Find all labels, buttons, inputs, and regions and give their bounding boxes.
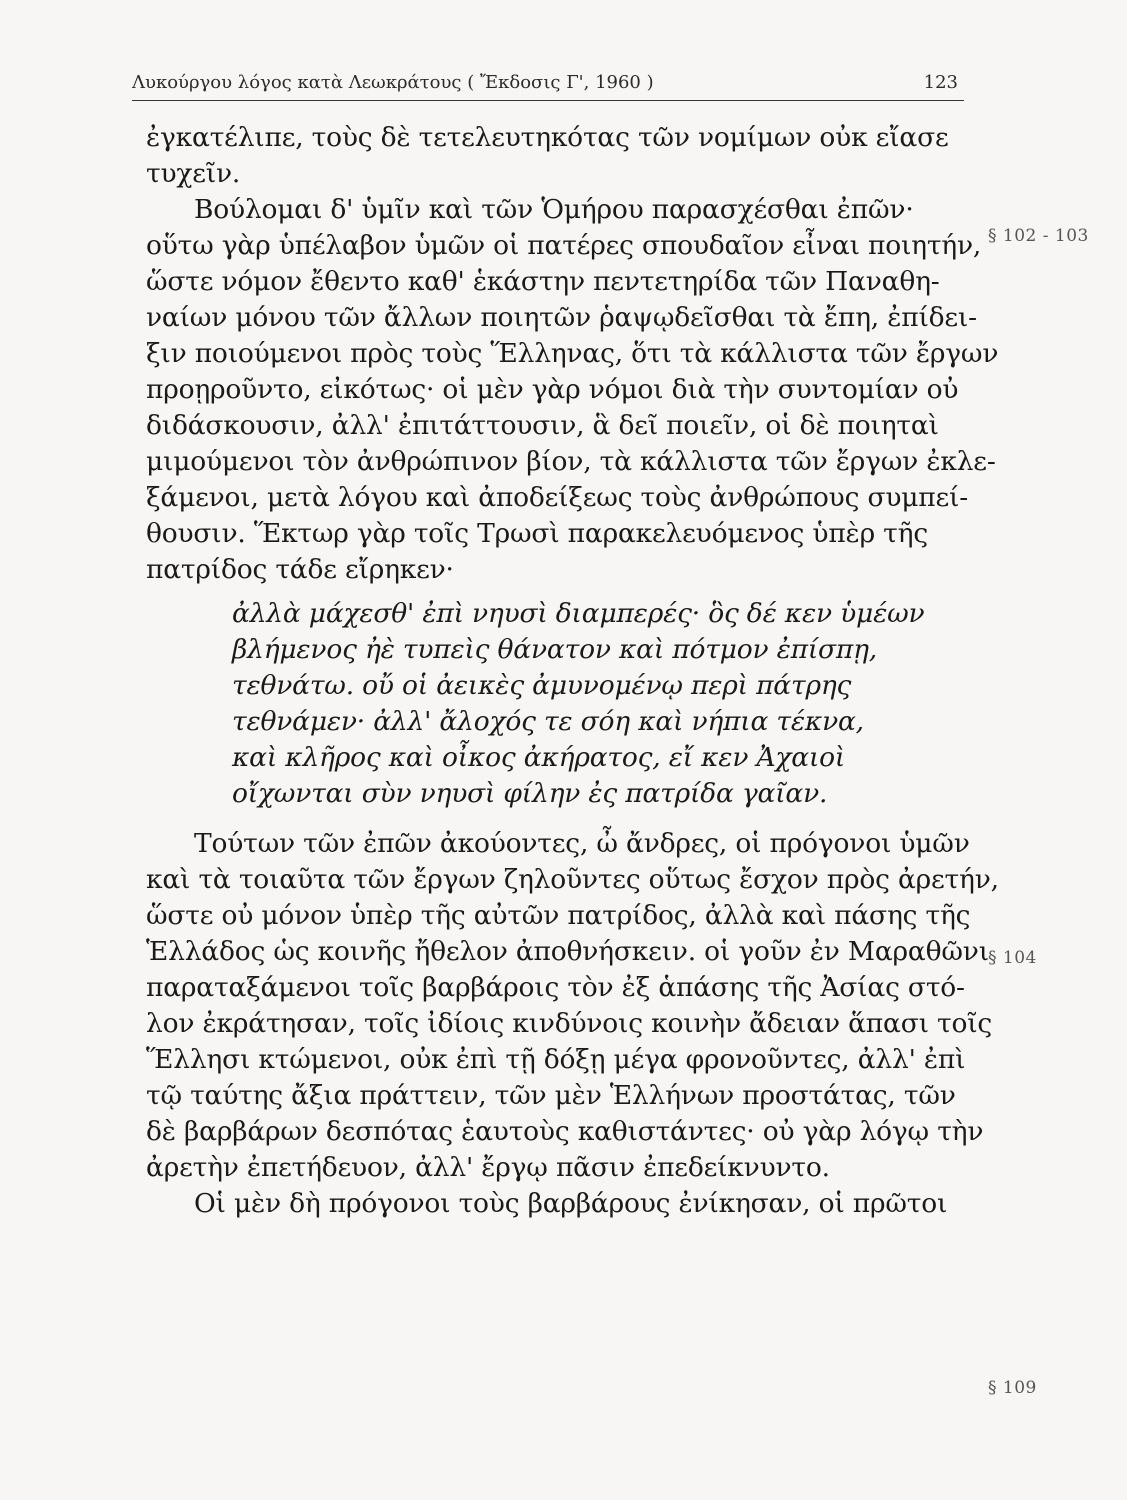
text-line: λον ἐκράτησαν, τοῖς ἰδίοις κινδύνοις κοινὴν ἄδειαν ἅπασι τοῖς bbox=[146, 1008, 993, 1039]
text-line: ἐγκατέλιπε, τοὺς δὲ τετελευτηκότας τῶν νομίμων οὐκ εἴασε bbox=[146, 122, 949, 153]
text-line: τῷ ταύτης ἄξια πράττειν, τῶν μὲν Ἑλλήνων προστάτας, τῶν bbox=[146, 1080, 956, 1111]
paragraph-1 bbox=[146, 120, 976, 192]
header-rule bbox=[132, 100, 964, 101]
verse-line: ἀλλὰ μάχεσθ' ἐπὶ νηυσὶ διαμπερές· ὃς δέ κεν ὑμέων bbox=[232, 598, 925, 629]
text-line: Οἱ μὲν δὴ πρόγονοι τοὺς βαρβάρους ἐνίκησαν, οἱ πρῶτοι bbox=[194, 1188, 948, 1219]
running-head-title: Λυκούργου λόγος κατὰ Λεωκράτους ( Ἔκδοσις Γ', 1960 ) bbox=[132, 72, 654, 93]
text-line: παραταξάμενοι τοῖς βαρβάροις τὸν ἐξ ἁπάσης τῆς Ἀσίας στό- bbox=[146, 972, 965, 1003]
text-line: Βούλομαι δ' ὑμῖν καὶ τῶν Ὁμήρου παρασχέσθαι ἐπῶν· bbox=[194, 194, 914, 225]
text-line: Ἑλλάδος ὡς κοινῆς ἤθελον ἀποθνήσκειν. οἱ γοῦν ἐν Μαραθῶνι bbox=[146, 936, 989, 967]
text-line: οὕτω γὰρ ὑπέλαβον ὑμῶν οἱ πατέρες σπουδαῖον εἶναι ποιητήν, bbox=[146, 230, 982, 261]
text-line: ξάμενοι, μετὰ λόγου καὶ ἀποδείξεως τοὺς ἀνθρώπους συμπεί- bbox=[146, 482, 968, 513]
text-line: ναίων μόνου τῶν ἄλλων ποιητῶν ῥαψῳδεῖσθαι τὰ ἔπη, ἐπίδει- bbox=[146, 302, 977, 333]
text-line: τυχεῖν. bbox=[146, 158, 241, 189]
verse-line: οἴχωνται σὺν νηυσὶ φίλην ἐς πατρίδα γαῖαν. bbox=[232, 778, 828, 809]
margin-note-section-102-103: § 102 - 103 bbox=[988, 226, 1089, 246]
text-line: πατρίδος τάδε εἴρηκεν· bbox=[146, 554, 454, 585]
margin-note-section-109: § 109 bbox=[988, 1378, 1037, 1398]
paragraph-3 bbox=[146, 826, 999, 1186]
text-line: θουσιν. Ἕκτωρ γὰρ τοῖς Τρωσὶ παρακελευόμενος ὑπὲρ τῆς bbox=[146, 518, 928, 549]
text-line: δὲ βαρβάρων δεσπότας ἑαυτοὺς καθιστάντες· οὐ γὰρ λόγῳ τὴν bbox=[146, 1116, 984, 1147]
paragraph-4 bbox=[146, 1186, 976, 1222]
verse-line: βλήμενος ἠὲ τυπεὶς θάνατον καὶ πότμον ἐπίσπῃ, bbox=[232, 634, 878, 665]
paragraph-2 bbox=[146, 192, 999, 588]
verse-quotation bbox=[146, 596, 976, 812]
verse-line: τεθνάτω. οὔ οἱ ἀεικὲς ἀμυνομένῳ περὶ πάτρης bbox=[232, 670, 852, 701]
text-line: ὥστε νόμον ἔθεντο καθ' ἑκάστην πεντετηρίδα τῶν Παναθη- bbox=[146, 266, 940, 297]
text-line: ἀρετὴν ἐπετήδευον, ἀλλ' ἔργῳ πᾶσιν ἐπεδείκνυντο. bbox=[146, 1152, 830, 1183]
page-number: 123 bbox=[923, 72, 958, 93]
verse-line: καὶ κλῆρος καὶ οἶκος ἀκήρατος, εἴ κεν Ἀχαιοὶ bbox=[232, 742, 846, 773]
text-line: μιμούμενοι τὸν ἀνθρώπινον βίον, τὰ κάλλιστα τῶν ἔργων ἐκλε- bbox=[146, 446, 996, 477]
text-body bbox=[146, 120, 999, 1222]
text-line: ὥστε οὐ μόνον ὑπὲρ τῆς αὐτῶν πατρίδος, ἀλλὰ καὶ πάσης τῆς bbox=[146, 900, 971, 931]
text-line: Τούτων τῶν ἐπῶν ἀκούοντες, ὦ ἄνδρες, οἱ πρόγονοι ὑμῶν bbox=[194, 828, 970, 859]
text-line: καὶ τὰ τοιαῦτα τῶν ἔργων ζηλοῦντες οὕτως ἔσχον πρὸς ἀρετήν, bbox=[146, 864, 999, 895]
text-line: Ἕλλησι κτώμενοι, οὐκ ἐπὶ τῇ δόξῃ μέγα φρονοῦντες, ἀλλ' ἐπὶ bbox=[146, 1044, 966, 1075]
text-line: προῃροῦντο, εἰκότως· οἱ μὲν γὰρ νόμοι διὰ τὴν συντομίαν οὐ bbox=[146, 374, 959, 405]
text-line: ξιν ποιούμενοι πρὸς τοὺς Ἕλληνας, ὅτι τὰ κάλλιστα τῶν ἔργων bbox=[146, 338, 999, 369]
verse-line: τεθνάμεν· ἀλλ' ἄλοχός τε σόη καὶ νήπια τέκνα, bbox=[232, 706, 864, 737]
text-line: διδάσκουσιν, ἀλλ' ἐπιτάττουσιν, ἃ δεῖ ποιεῖν, οἱ δὲ ποιηταὶ bbox=[146, 410, 939, 441]
margin-note-section-104: § 104 bbox=[988, 948, 1037, 968]
